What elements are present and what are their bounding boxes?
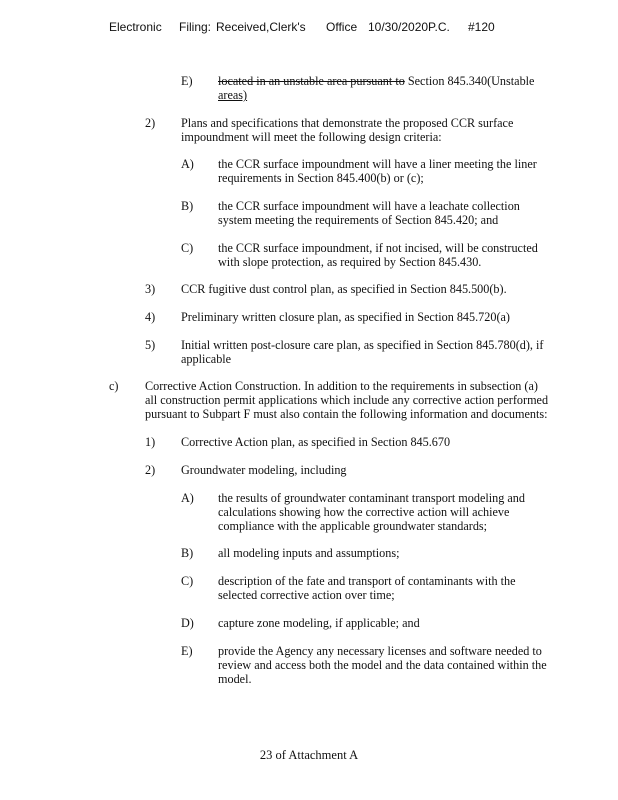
header-office: Office: [326, 20, 358, 34]
item-label: 5): [145, 338, 156, 352]
item-label: A): [181, 157, 194, 171]
item-line: model.: [218, 672, 252, 686]
item-line: all modeling inputs and assumptions;: [218, 546, 400, 560]
item-label: 2): [145, 116, 156, 130]
item-label: B): [181, 199, 194, 213]
item-text: Section 845.340(Unstable: [404, 74, 535, 88]
item-line: pursuant to Subpart F must also contain the following information and documents:: [145, 407, 548, 421]
header-received: Received,Clerk's: [216, 20, 306, 34]
header-electronic: Electronic: [109, 20, 162, 34]
list-item: [181, 463, 591, 477]
item-line: Groundwater modeling, including: [181, 463, 347, 477]
item-label: C): [181, 574, 194, 588]
header-date: 10/30/2020P.C.: [368, 20, 450, 34]
item-line: Corrective Action Construction. In addition to the requirements in subsection (a): [145, 379, 538, 393]
struck-text: located in an unstable area pursuant to: [218, 74, 405, 88]
list-item: [218, 199, 588, 227]
item-label: D): [181, 616, 194, 630]
item-label: 2): [145, 463, 156, 477]
header-number: #120: [468, 20, 495, 34]
item-line: all construction permit applications which include any corrective action performed: [145, 393, 549, 407]
item-line: CCR fugitive dust control plan, as specified in Section 845.500(b).: [181, 282, 507, 296]
item-line: calculations showing how the corrective action will achieve: [218, 505, 510, 519]
underlined-text: areas): [218, 88, 248, 102]
page-footer: 23 of Attachment A: [259, 748, 359, 762]
header-filing: Filing:: [179, 20, 212, 34]
item-line: [218, 88, 588, 102]
item-label: C): [181, 241, 194, 255]
item-label: 1): [145, 435, 156, 449]
item-line: selected corrective action over time;: [218, 588, 395, 602]
item-line: the CCR surface impoundment will have a leachate collection: [218, 199, 520, 213]
item-line: Plans and specifications that demonstrate the proposed CCR surface: [181, 116, 514, 130]
item-line: with slope protection, as required by Section 845.430.: [218, 255, 482, 269]
item-label: E): [181, 644, 193, 658]
item-line: the CCR surface impoundment, if not incised, will be constructed: [218, 241, 538, 255]
list-item: [181, 116, 591, 144]
list-item: [181, 338, 591, 366]
item-label: E): [181, 74, 193, 88]
list-item: [218, 546, 588, 560]
item-label: B): [181, 546, 194, 560]
item-label: c): [109, 379, 119, 393]
item-line: impoundment will meet the following design criteria:: [181, 130, 442, 144]
item-line: capture zone modeling, if applicable; and: [218, 616, 420, 630]
item-line: description of the fate and transport of contaminants with the: [218, 574, 516, 588]
item-line: Initial written post-closure care plan, as specified in Section 845.780(d), if: [181, 338, 544, 352]
list-item: [218, 616, 588, 630]
list-item: [218, 644, 598, 686]
list-item: [218, 491, 588, 533]
item-line: system meeting the requirements of Section 845.420; and: [218, 213, 499, 227]
item-line: Corrective Action plan, as specified in Section 845.670: [181, 435, 451, 449]
list-item: [218, 74, 588, 102]
item-label: A): [181, 491, 194, 505]
item-line: the CCR surface impoundment will have a liner meeting the liner: [218, 157, 537, 171]
list-item: [181, 282, 591, 296]
item-line: the results of groundwater contaminant transport modeling and: [218, 491, 525, 505]
list-item: [145, 379, 600, 421]
list-item: [181, 435, 591, 449]
list-item: [218, 241, 588, 269]
item-line: Preliminary written closure plan, as specified in Section 845.720(a): [181, 310, 510, 324]
list-item: [218, 157, 588, 185]
list-item: [218, 574, 588, 602]
item-label: 3): [145, 282, 156, 296]
item-label: 4): [145, 310, 156, 324]
item-line: review and access both the model and the data contained within the: [218, 658, 547, 672]
item-line: applicable: [181, 352, 232, 366]
item-line: provide the Agency any necessary licenses and software needed to: [218, 644, 542, 658]
item-line: requirements in Section 845.400(b) or (c);: [218, 171, 424, 185]
item-line: [218, 74, 588, 88]
list-item: [181, 310, 591, 324]
item-line: compliance with the applicable groundwater standards;: [218, 519, 488, 533]
